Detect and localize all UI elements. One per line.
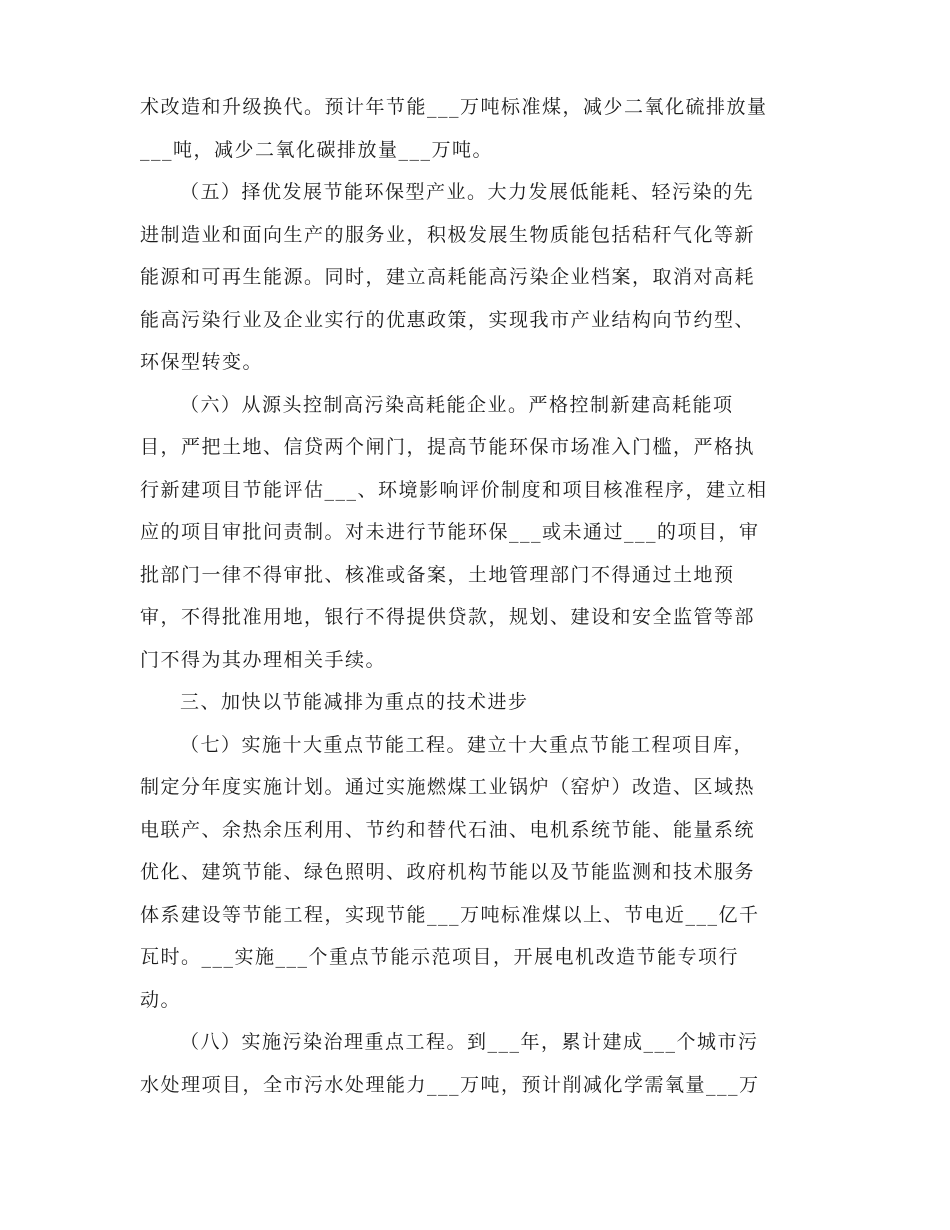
text-line: 门不得为其办理相关手续。 [140, 648, 387, 671]
text-line: 制定分年度实施计划。通过实施燃煤工业锅炉（窑炉）改造、区域热 [140, 776, 756, 798]
text-line: （八）实施污染治理重点工程。到___年，累计建成___个城市污 [180, 1031, 759, 1053]
text-line: 体系建设等节能工程，实现节能___万吨标准煤以上、节电近___亿千 [140, 903, 760, 926]
text-line: 审，不得批准用地，银行不得提供贷款，规划、建设和安全监管等部 [140, 606, 756, 628]
text-line: 环保型转变。 [140, 351, 264, 373]
document-body [140, 86, 820, 1106]
text-line: 水处理项目，全市污水处理能力___万吨，预计削减化学需氧量___万 [140, 1073, 760, 1096]
text-line: 批部门一律不得审批、核准或备案，土地管理部门不得通过土地预 [140, 563, 735, 586]
text-line: 行新建项目节能评估___、环境影响评价制度和项目核准程序，建立相 [140, 478, 768, 501]
text-line: （七）实施十大重点节能工程。建立十大重点节能工程项目库， [180, 733, 755, 756]
text-line: 应的项目审批问责制。对未进行节能环保___或未通过___的项目，审 [140, 521, 760, 543]
text-line: ___吨，减少二氧化碳排放量___万吨。 [140, 138, 494, 161]
text-line: 进制造业和面向生产的服务业，积极发展生物质能包括秸秆气化等新 [140, 223, 756, 246]
text-line: （六）从源头控制高污染高耗能企业。严格控制新建高耗能项 [180, 393, 734, 416]
text-line: 瓦时。___实施___个重点节能示范项目，开展电机改造节能专项行 [140, 946, 740, 968]
text-line: 电联产、余热余压利用、节约和替代石油、电机系统节能、能量系统 [140, 818, 756, 841]
text-line: 目，严把土地、信贷两个闸门，提高节能环保市场准入门槛，严格执 [140, 436, 756, 458]
text-line: 动。 [140, 988, 182, 1011]
text-line: 优化、建筑节能、绿色照明、政府机构节能以及节能监测和技术服务 [140, 861, 756, 883]
text-line: （五）择优发展节能环保型产业。大力发展低能耗、轻污染的先 [180, 181, 755, 203]
text-line: 能源和可再生能源。同时，建立高耗能高污染企业档案，取消对高耗 [140, 266, 756, 288]
text-line: 三、加快以节能减排为重点的技术进步 [180, 691, 529, 713]
text-line: 术改造和升级换代。预计年节能___万吨标准煤，减少二氧化硫排放量 [140, 96, 768, 118]
text-line: 能高污染行业及企业实行的优惠政策，实现我市产业结构向节约型、 [140, 308, 756, 331]
